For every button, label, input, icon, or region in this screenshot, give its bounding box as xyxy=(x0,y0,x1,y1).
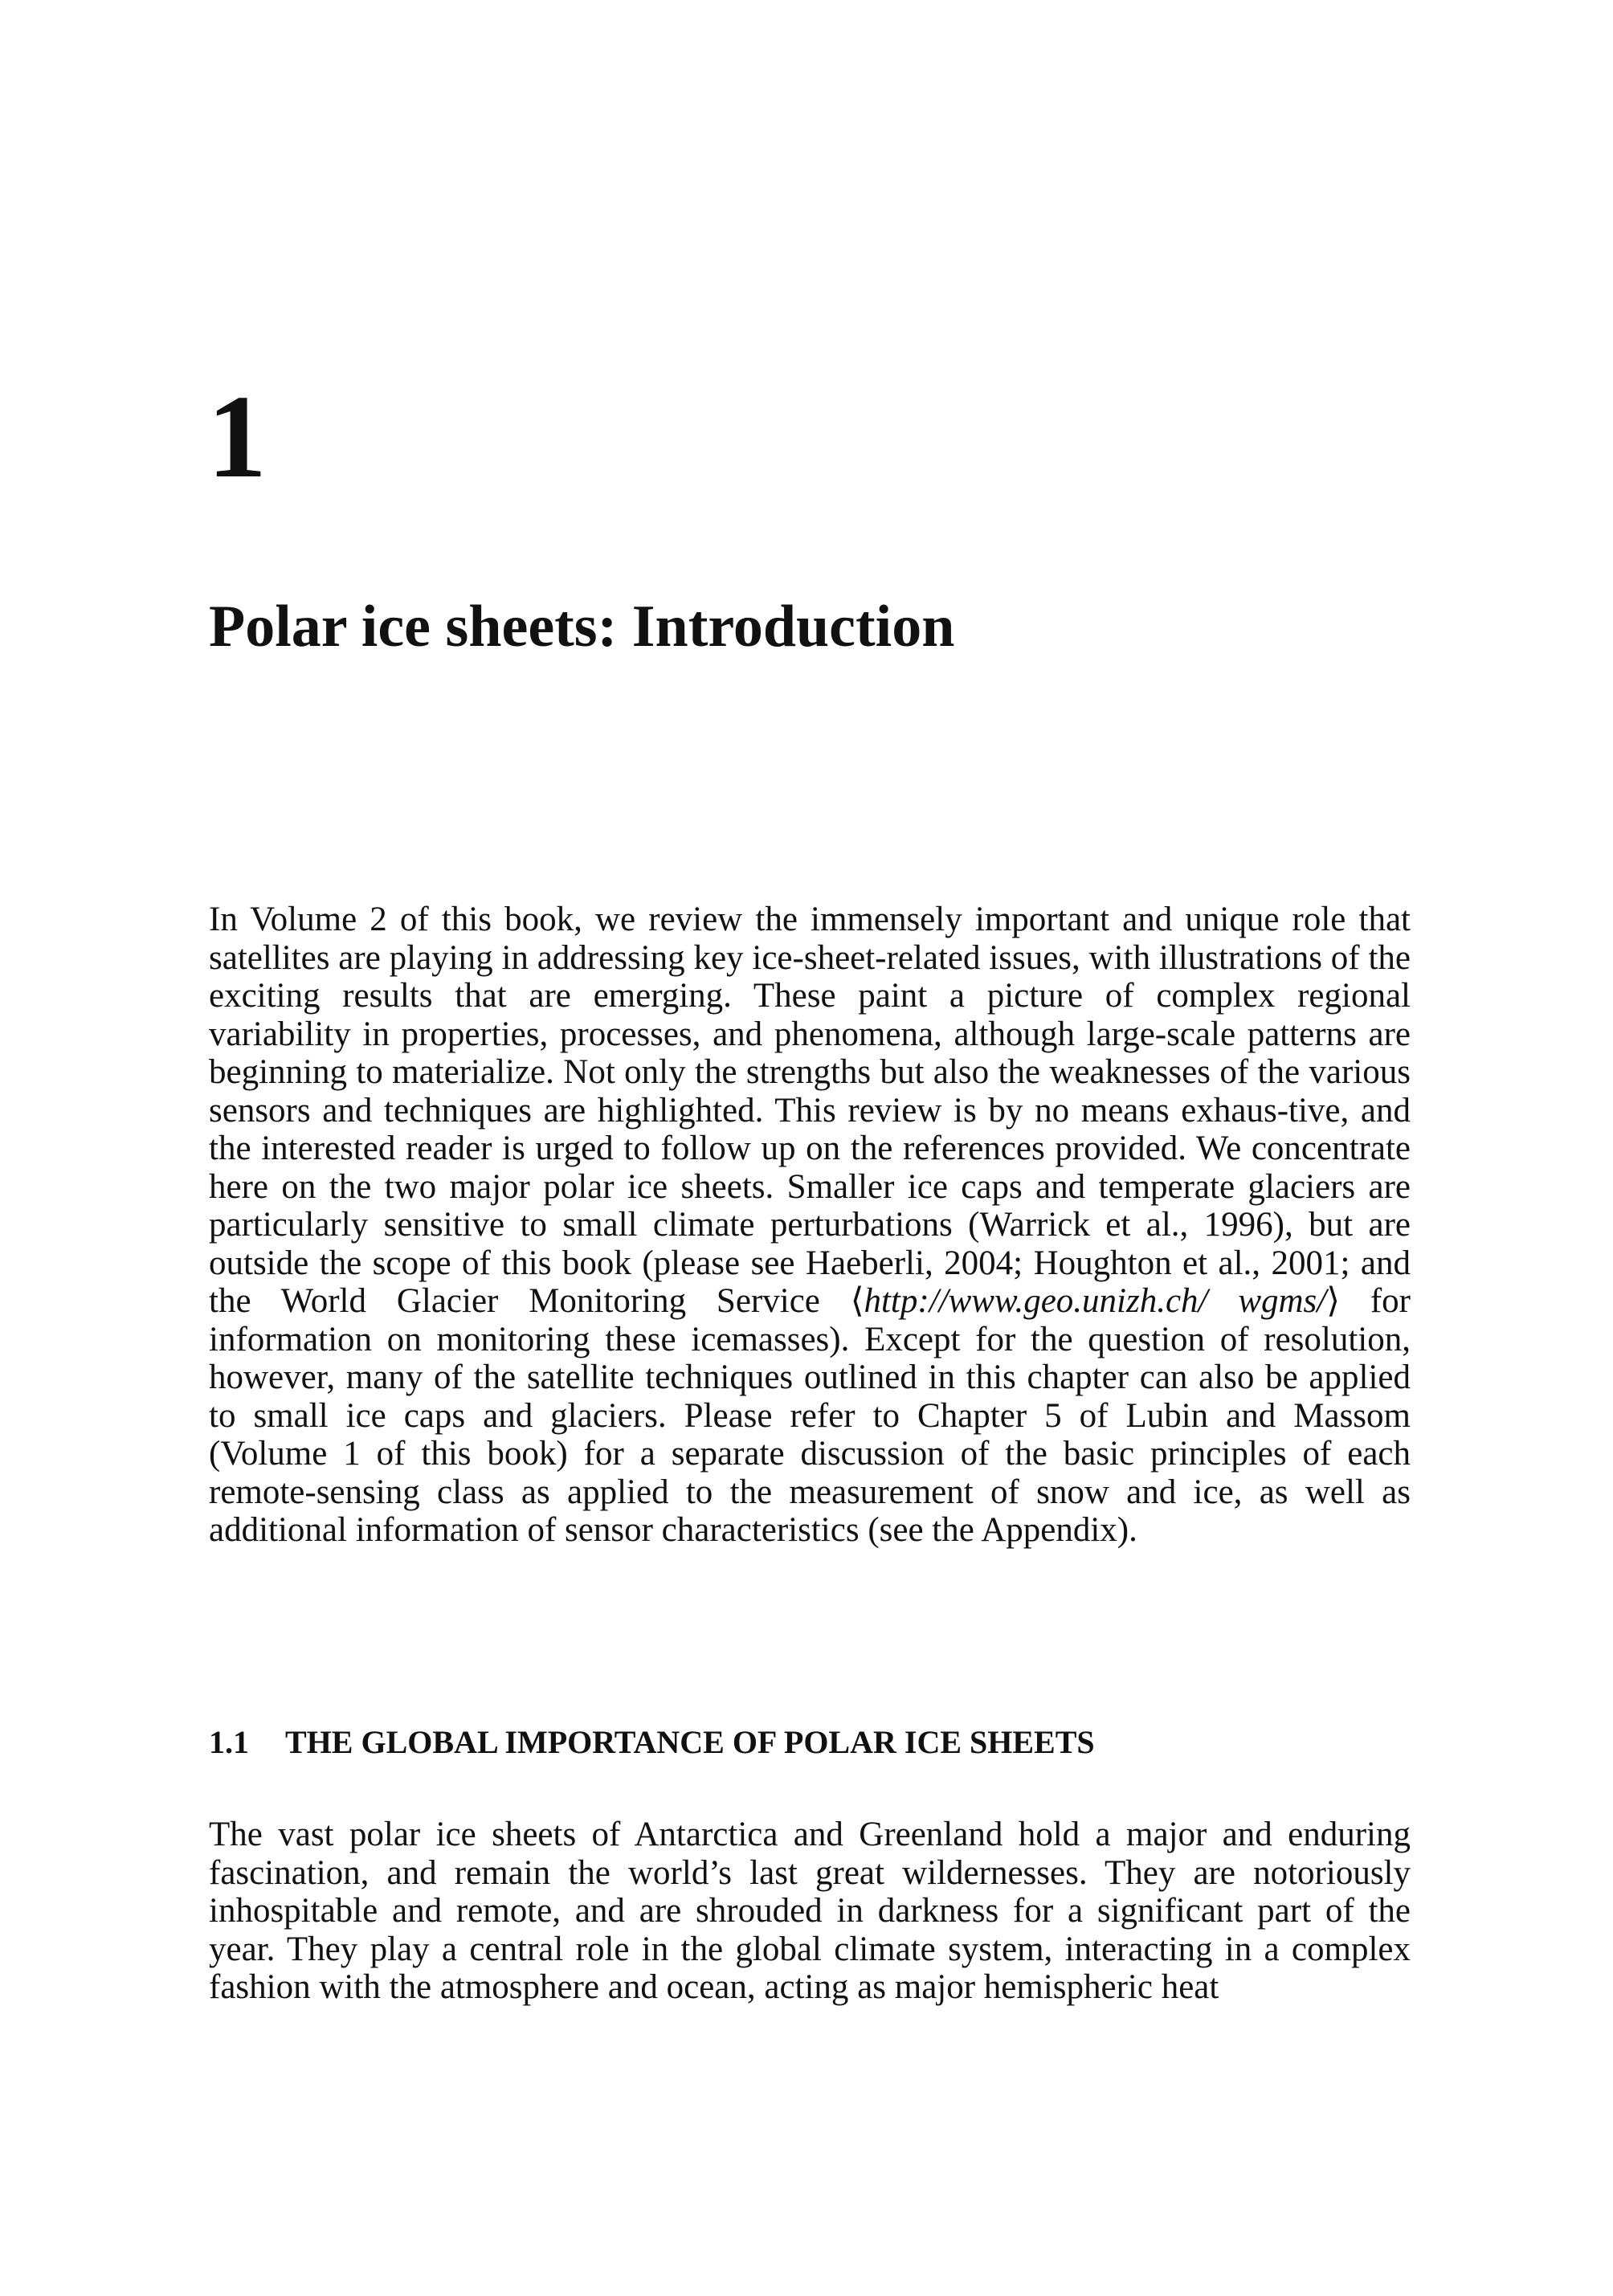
intro-text-after-url: ⟩ for information on monitoring these icemasses). Except for the question of resolution, however, many of the satellite techniques outlined in this chapter can also be applied to small ice caps and glaciers. Please refer to Chapter 5 of Lubin and Massom (Volume 1 of this book) for a separate discussion of the basic principles of each remote-sensing class as applied to the measurement of snow and ice, as well as additional information of sensor characteristics (see the Appendix). xyxy=(209,1282,1411,1549)
section-paragraph: The vast polar ice sheets of Antarctica and Greenland hold a major and enduring fascination, and remain the world’s last great wildernesses. They are notoriously inhospitable and remote, and are shrouded in darkness for a significant part of the year. They play a central role in the global climate system, interacting in a complex fashion with the atmosphere and ocean, acting as major hemispheric heat xyxy=(209,1816,1411,2006)
intro-paragraph xyxy=(209,901,1411,1550)
section-number: 1.1 xyxy=(209,1724,249,1760)
section-title: THE GLOBAL IMPORTANCE OF POLAR ICE SHEETS xyxy=(285,1724,1095,1760)
chapter-title: Polar ice sheets: Introduction xyxy=(209,594,955,660)
chapter-number: 1 xyxy=(207,371,267,503)
wgms-url: http://www.geo.unizh.ch/ wgms/ xyxy=(864,1282,1327,1320)
section-heading xyxy=(209,1723,1411,1762)
intro-text-before-url: In Volume 2 of this book, we review the immensely important and unique role that satellites are playing in addressing key ice-sheet-related issues, with illustrations of the exciting results that are emerging. These paint a picture of complex regional variability in properties, processes, and phenomena, although large-scale patterns are beginning to materialize. Not only the strengths but also the weaknesses of the various sensors and techniques are highlighted. This review is by no means exhaus-tive, and the interested reader is urged to follow up on the references provided. We concentrate here on the two major polar ice sheets. Smaller ice caps and temperate glaciers are particularly sensitive to small climate perturbations (Warrick et al., 1996), but are outside the scope of this book (please see Haeberli, 2004; Houghton et al., 2001; and the World Glacier Monitoring Service ⟨ xyxy=(209,901,1411,1320)
